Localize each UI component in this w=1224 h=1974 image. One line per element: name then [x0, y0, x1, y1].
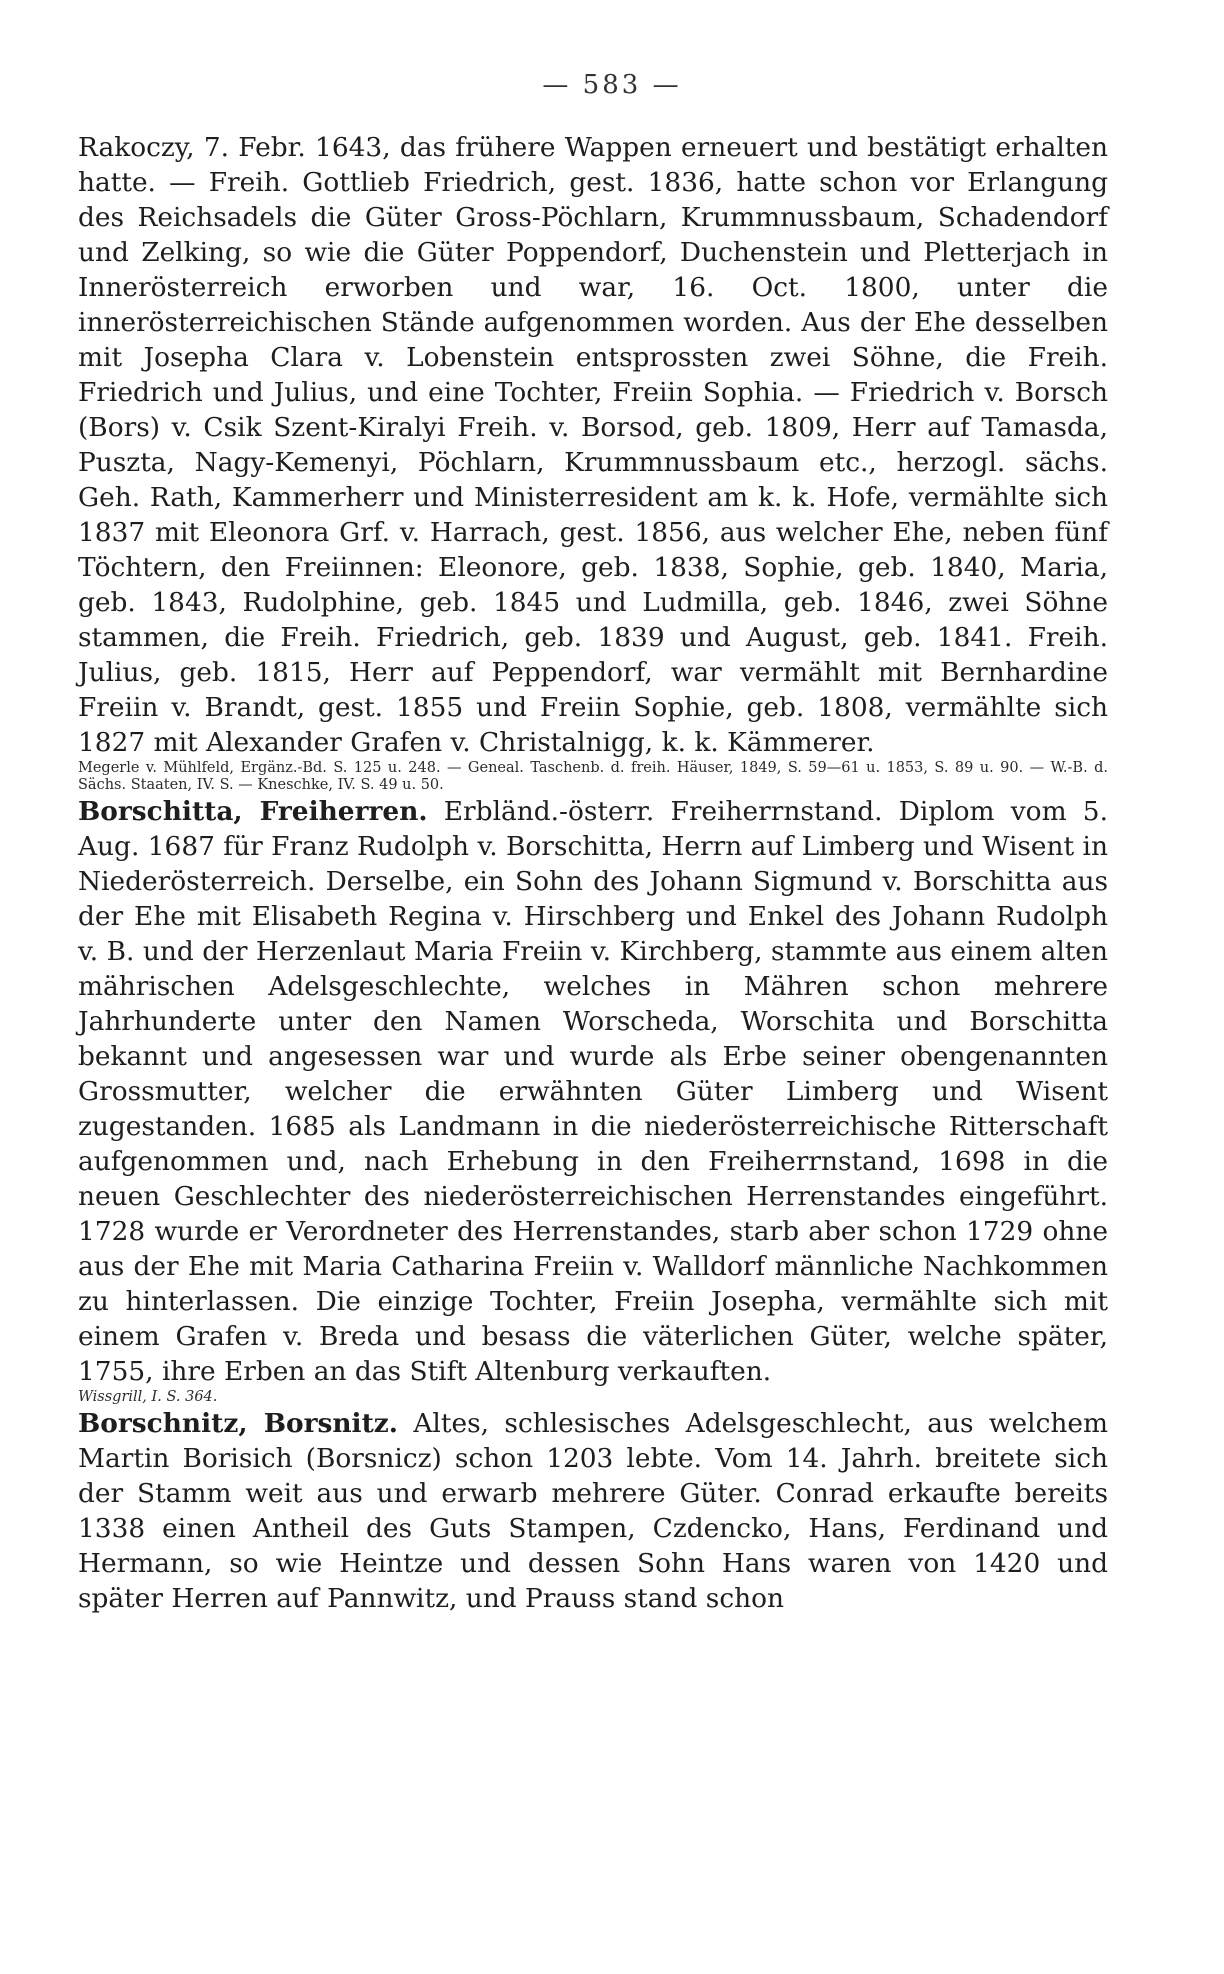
entry-borschnitz — [78, 1406, 1108, 1616]
entry-text: Rakoczy, 7. Febr. 1643, das frühere Wappen erneuert und bestätigt erhalten hatte. — Freih. Gottlieb Friedrich, gest. 1836, hatte schon vor Erlangung des Reichsadels die Güter Gross-Pöchlarn, Krummnussbaum, Schadendorf und Zelking, so wie die Güter Poppendorf, Duchenstein und Pletterjach in Innerösterreich erworben und war, 16. Oct. 1800, unter die innerösterreichischen Stände aufgenommen worden. Aus der Ehe desselben mit Josepha Clara v. Lobenstein entsprossten zwei Söhne, die Freih. Friedrich und Julius, und eine Tochter, Freiin Sophia. — Friedrich v. Borsch (Bors) v. Csik Szent-Kiralyi Freih. v. Borsod, geb. 1809, Herr auf Tamasda, Puszta, Nagy-Kemenyi, Pöchlarn, Krummnussbaum etc., herzogl. sächs. Geh. Rath, Kammerherr und Ministerresident am k. k. Hofe, vermählte sich 1837 mit Eleonora Grf. v. Harrach, gest. 1856, aus welcher Ehe, neben fünf Töchtern, den Freiinnen: Eleonore, geb. 1838, Sophie, geb. 1840, Maria, geb. 1843, Rudolphine, geb. 1845 und Ludmilla, geb. 1846, zwei Söhne stammen, die Freih. Friedrich, geb. 1839 und August, geb. 1841. Freih. Julius, geb. 1815, Herr auf Peppendorf, war vermählt mit Bernhardine Freiin v. Brandt, gest. 1855 und Freiin Sophie, geb. 1808, vermählte sich 1827 mit Alexander Grafen v. Christalnigg, k. k. Kämmerer. — [78, 132, 1108, 758]
page-number: — 583 — — [542, 70, 682, 100]
entry-continuation — [78, 130, 1108, 760]
entry-text: Altes, schlesisches Adelsgeschlecht, aus welchem Martin Borisich (Borsnicz) schon 1203 lebte. Vom 14. Jahrh. breitete sich der Stamm weit aus und erwarb mehrere Güter. Conrad erkaufte bereits 1338 einen Antheil des Guts Stampen, Czdencko, Hans, Ferdinand und Hermann, so wie Heintze und dessen Sohn Hans waren von 1420 und später Herren auf Pannwitz, und Prauss stand schon — [78, 1408, 1108, 1614]
entry-heading: Borschitta, Freiherren. — [78, 796, 428, 827]
entry-text: Erbländ.-österr. Freiherrnstand. Diplom vom 5. Aug. 1687 für Franz Rudolph v. Borschitta, Herrn auf Limberg und Wisent in Niederösterreich. Derselbe, ein Sohn des Johann Sigmund v. Borschitta aus der Ehe mit Elisabeth Regina v. Hirschberg und Enkel des Johann Rudolph v. B. und der Herzenlaut Maria Freiin v. Kirchberg, stammte aus einem alten mährischen Adelsgeschlechte, welches in Mähren schon mehrere Jahrhunderte unter den Namen Worscheda, Worschita und Borschitta bekannt und angesessen war und wurde als Erbe seiner obengenannten Grossmutter, welcher die erwähnten Güter Limberg und Wisent zugestanden. 1685 als Landmann in die niederösterreichische Ritterschaft aufgenommen und, nach Erhebung in den Freiherrnstand, 1698 in die neuen Geschlechter des niederösterreichischen Herrenstandes eingeführt. 1728 wurde er Verordneter des Herrenstandes, starb aber schon 1729 ohne aus der Ehe mit Maria Catharina Freiin v. Walldorf männliche Nachkommen zu hinterlassen. Die einzige Tochter, Freiin Josepha, vermählte sich mit einem Grafen v. Breda und besass die väterlichen Güter, welche später, 1755, ihre Erben an das Stift Altenburg verkauften. — [78, 796, 1108, 1387]
entry-heading: Borschnitz, Borsnitz. — [78, 1408, 398, 1439]
reference-text: Megerle v. Mühlfeld, Ergänz.-Bd. S. 125 u. 248. — Geneal. Taschenb. d. freih. Häuser, 1849, S. 59—61 u. 1853, S. 89 u. 90. — W.-B. d. Sächs. Staaten, IV. S. — Kneschke, IV. S. 49 u. 50. — [78, 760, 1108, 793]
entry-borschitta — [78, 794, 1108, 1389]
text-block — [78, 130, 1108, 1616]
reference-note — [78, 760, 1108, 794]
reference-text: Wissgrill, I. S. 364. — [78, 1389, 218, 1405]
reference-note — [78, 1389, 1108, 1406]
